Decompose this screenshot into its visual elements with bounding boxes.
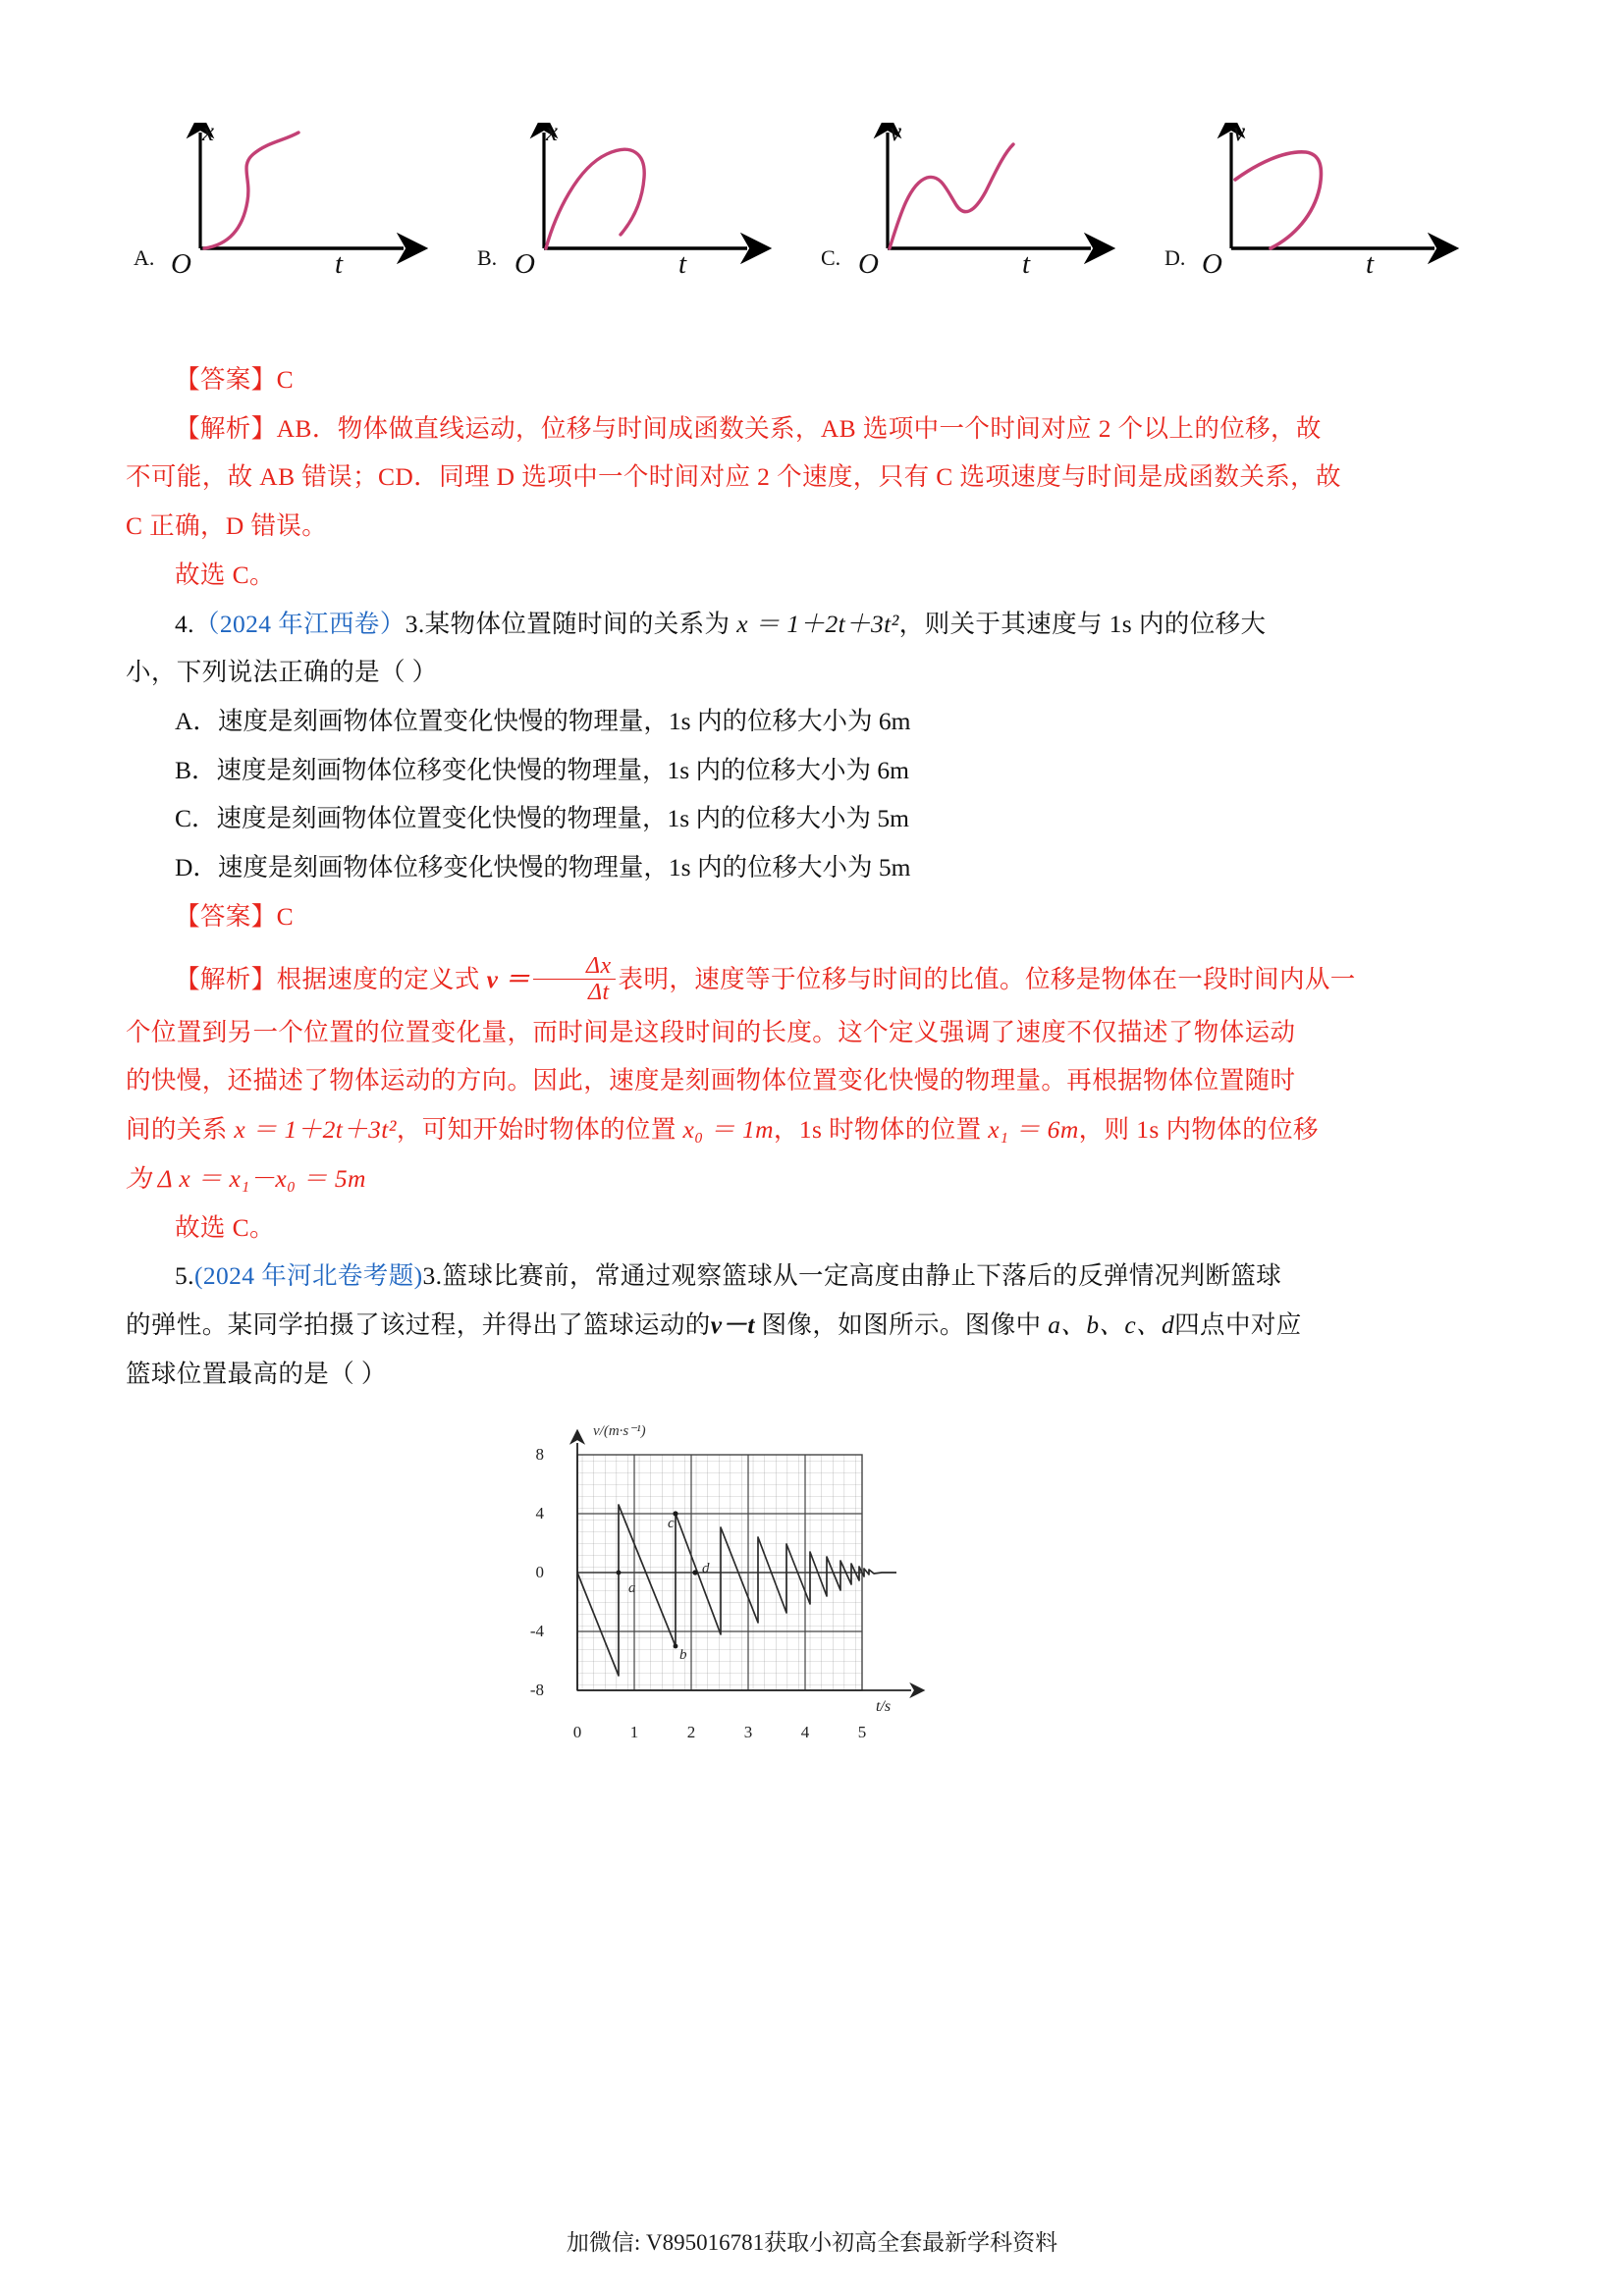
option-graph-c xyxy=(813,116,1157,342)
q3-conclusion: 故选 C。 xyxy=(175,560,275,589)
option-graph-d xyxy=(1157,116,1500,342)
q5-stem-line2 xyxy=(126,1301,1500,1350)
x-axis-label-d: t xyxy=(1366,248,1375,280)
x-tick-3: 3 xyxy=(743,1723,753,1742)
q4-analysis-lead: 根据速度的定义式 xyxy=(276,964,487,993)
origin-label-a: O xyxy=(171,248,191,280)
q4-answer-line xyxy=(126,892,1500,941)
vt-chart-x-axis-title: t/s xyxy=(876,1698,892,1716)
delta-x-over-delta-t-fraction xyxy=(533,953,616,1006)
options-figure-row xyxy=(126,116,1500,342)
option-letter-a: A. xyxy=(134,245,155,270)
q5-source: (2024 年河北卷考题) xyxy=(193,1261,423,1291)
y-tick-neg8: -8 xyxy=(529,1681,544,1700)
y-tick-4: 4 xyxy=(535,1504,544,1523)
point-marker-a xyxy=(617,1571,622,1575)
option-letter-c: C. xyxy=(821,245,841,270)
page-footer: 加微信: V895016781获取小初高全套最新学科资料 xyxy=(566,2230,1058,2255)
q4-analysis-line5: 为 Δ x ＝ x₁－x₀ ＝ 5m xyxy=(126,1163,366,1193)
q5-stem-text1: 篮球比赛前，常通过观察篮球从一定高度由静止下落后的反弹情况判断篮球 xyxy=(442,1261,1282,1291)
q4-analysis-l4d: ，则 1s 内物体的位移 xyxy=(1078,1115,1319,1145)
y-axis-label-a: x xyxy=(202,117,214,146)
x-axis-label-a: t xyxy=(335,248,344,280)
q4-x0-value: x₀ ＝ 1m xyxy=(682,1115,774,1145)
q3-analysis-line2: 不可能，故 AB 错误；CD．同理 D 选项中一个时间对应 2 个速度，只有 C 选项速度与时间是成函数关系，故 xyxy=(126,462,1341,492)
q5-stem-l2c: 四点中对应 xyxy=(1174,1309,1302,1339)
axes-a xyxy=(171,117,433,294)
q4-source: （2024 年江西卷） xyxy=(193,609,406,638)
vt-chart-y-axis-title: v/(m·s⁻¹) xyxy=(593,1423,646,1440)
fraction-denominator: Δt xyxy=(533,979,616,1005)
q4-number: 4. xyxy=(175,609,194,638)
q4-option-d[interactable]: D．速度是刻画物体位移变化快慢的物理量，1s 内的位移大小为 5m xyxy=(175,853,911,882)
point-marker-b xyxy=(674,1644,678,1649)
origin-label-d: O xyxy=(1202,248,1222,280)
q4-analysis-line1 xyxy=(126,952,1500,1008)
q5-vt-symbol: v－t xyxy=(710,1309,755,1339)
graph-svg-c xyxy=(870,123,1120,294)
q5-sub-number: 3. xyxy=(422,1261,443,1291)
q4-answer-value: C xyxy=(276,901,295,931)
option-graph-a xyxy=(126,116,469,342)
x-axis-label-b: t xyxy=(678,248,687,280)
q5-stem-l2b: 图像，如图所示。图像中 xyxy=(754,1309,1049,1339)
x-tick-2: 2 xyxy=(686,1723,696,1742)
q4-analysis-rest1: 表明，速度等于位移与时间的比值。位移是物体在一段时间内从一 xyxy=(618,964,1356,993)
graph-svg-d xyxy=(1214,123,1464,294)
q4-sub-number: 3. xyxy=(405,609,425,638)
origin-label-b: O xyxy=(514,248,535,280)
vt-chart xyxy=(529,1423,960,1742)
q4-answer-label: 【答案】 xyxy=(175,901,277,931)
q3-answer-line xyxy=(126,355,1500,404)
axes-b xyxy=(514,117,777,294)
y-axis-label-d: v xyxy=(1233,117,1245,146)
q3-analysis-line1 xyxy=(126,404,1500,454)
q4-analysis-label: 【解析】 xyxy=(175,964,277,993)
page-content xyxy=(126,0,1500,1742)
q4-velocity-symbol: v ＝ xyxy=(486,964,530,993)
graph-svg-a xyxy=(183,123,433,294)
axes-c xyxy=(858,117,1120,294)
x-tick-5: 5 xyxy=(857,1723,867,1742)
q5-number: 5. xyxy=(175,1261,194,1291)
vt-chart-wrapper xyxy=(126,1423,1500,1742)
y-axis-label-c: v xyxy=(890,117,901,146)
q4-analysis-l4a: 间的关系 xyxy=(126,1115,235,1145)
point-marker-c xyxy=(673,1512,677,1517)
q5-stem-l2a: 的弹性。某同学拍摄了该过程，并得出了篮球运动的 xyxy=(126,1309,711,1339)
q4-stem-part1: 某物体位置随时间的关系为 xyxy=(424,609,737,638)
q4-analysis-line3: 的快慢，还描述了物体运动的方向。因此，速度是刻画物体位置变化快慢的物理量。再根据物体位置随时 xyxy=(126,1066,1296,1095)
x-tick-4: 4 xyxy=(800,1723,810,1742)
q4-analysis-line2: 个位置到另一个位置的位置变化量，而时间是这段时间的长度。这个定义强调了速度不仅描述了物体运动 xyxy=(126,1017,1296,1046)
option-graph-b xyxy=(469,116,813,342)
x-tick-1: 1 xyxy=(629,1723,639,1742)
fraction-numerator: Δx xyxy=(586,952,612,979)
q3-analysis-text1: AB．物体做直线运动，位移与时间成函数关系，AB 选项中一个时间对应 2 个以上的位移，故 xyxy=(276,413,1322,443)
q4-formula: x ＝ 1＋2t＋3t² xyxy=(736,609,899,638)
q4-option-b[interactable]: B．速度是刻画物体位移变化快慢的物理量，1s 内的位移大小为 6m xyxy=(175,755,910,784)
q4-option-a[interactable]: A．速度是刻画物体位置变化快慢的物理量，1s 内的位移大小为 6m xyxy=(175,707,911,736)
q4-analysis-l4b: ，可知开始时物体的位置 xyxy=(396,1115,683,1145)
q4-stem-line2: 小，下列说法正确的是（ ） xyxy=(126,658,438,687)
y-axis-label-b: x xyxy=(546,117,558,146)
y-tick-8: 8 xyxy=(535,1445,544,1465)
q5-point-names: a、b、c、d xyxy=(1048,1309,1175,1339)
q4-stem-line1 xyxy=(126,600,1500,649)
q4-x1-value: x₁ ＝ 6m xyxy=(988,1115,1079,1145)
q4-analysis-l4c: ，1s 时物体的位置 xyxy=(773,1115,989,1145)
q4-conclusion: 故选 C。 xyxy=(175,1212,275,1242)
q3-analysis-label: 【解析】 xyxy=(175,413,277,443)
y-tick-neg4: -4 xyxy=(529,1622,544,1641)
q4-stem-part2: ，则关于其速度与 1s 内的位移大 xyxy=(898,609,1267,638)
q4-analysis-line4 xyxy=(126,1105,1500,1154)
q4-analysis-l4-formula: x ＝ 1＋2t＋3t² xyxy=(234,1115,397,1145)
x-axis-label-c: t xyxy=(1022,248,1031,280)
q3-analysis-line3: C 正确，D 错误。 xyxy=(126,511,328,541)
vt-chart-svg xyxy=(548,1425,960,1720)
point-marker-d xyxy=(692,1571,697,1575)
q5-stem-line3: 篮球位置最高的是（ ） xyxy=(126,1359,387,1388)
q3-answer-value: C xyxy=(276,365,295,394)
option-letter-d: D. xyxy=(1164,245,1186,270)
q5-stem-line1 xyxy=(126,1252,1500,1301)
option-letter-b: B. xyxy=(477,245,498,270)
axes-d xyxy=(1202,117,1464,294)
q4-option-c[interactable]: C．速度是刻画物体位置变化快慢的物理量，1s 内的位移大小为 5m xyxy=(175,804,910,833)
origin-label-c: O xyxy=(858,248,879,280)
q3-answer-label: 【答案】 xyxy=(175,365,277,394)
graph-svg-b xyxy=(526,123,777,294)
y-tick-0: 0 xyxy=(535,1563,544,1582)
x-tick-0: 0 xyxy=(572,1723,582,1742)
